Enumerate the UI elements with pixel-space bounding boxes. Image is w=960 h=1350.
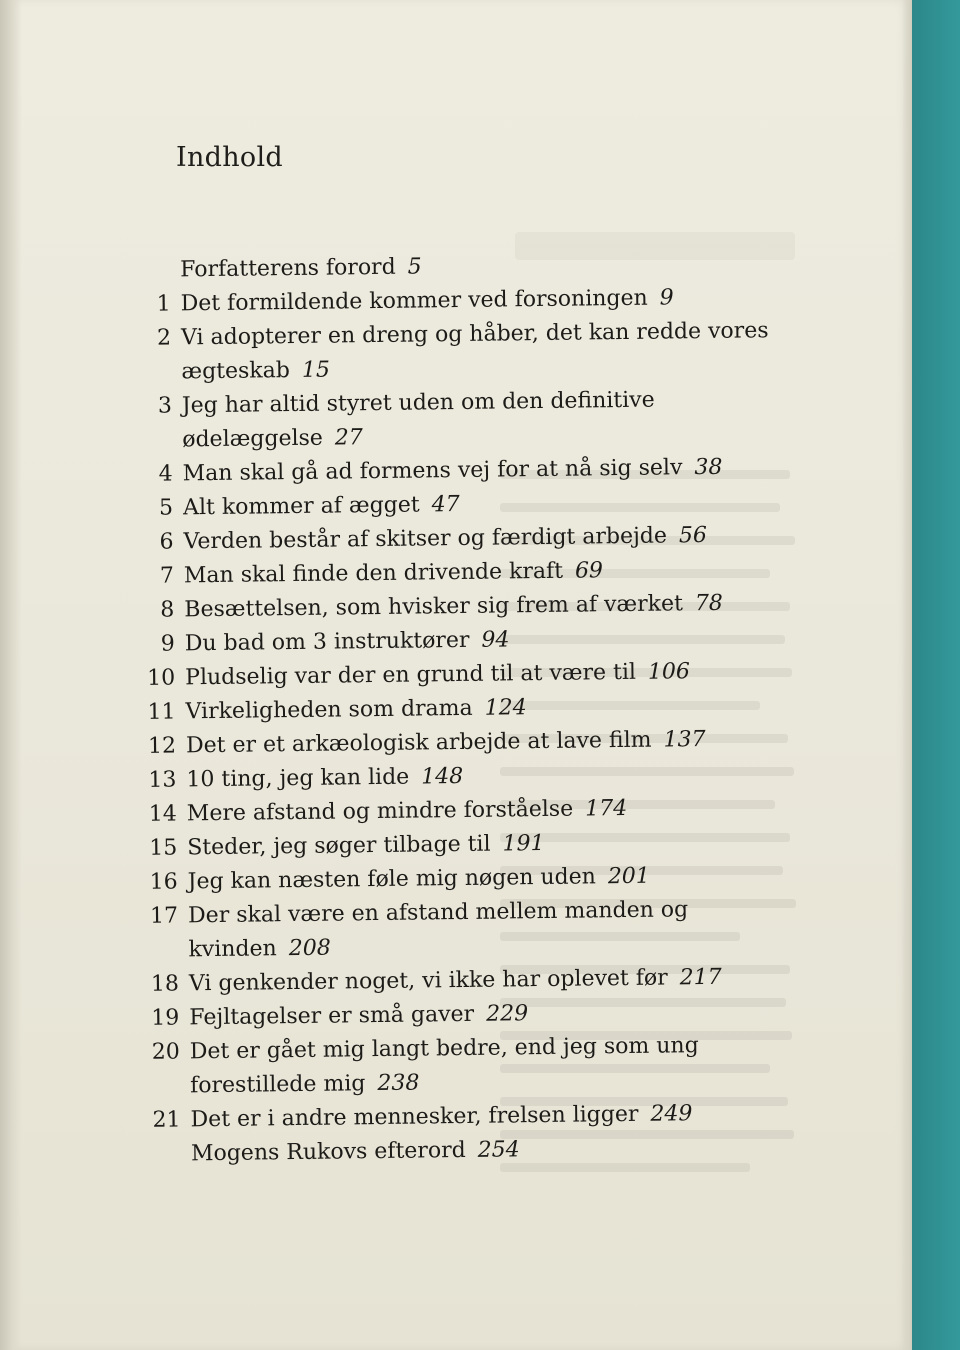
chapter-number: 4 (158, 461, 173, 487)
chapter-number: 2 (156, 325, 172, 351)
toc-entry (132, 382, 813, 458)
chapter-number: 15 (149, 835, 178, 861)
page-number: 254 (477, 1137, 520, 1163)
chapter-number: 1 (156, 291, 171, 317)
chapter-title: Jeg kan næsten føle mig nøgen uden (187, 864, 597, 895)
chapter-title: Pludselig var der en grund til at være til (185, 659, 637, 691)
chapter-title: Alt kommer af ægget (182, 492, 420, 521)
chapter-number: 7 (159, 563, 175, 589)
page-outer-edge (902, 0, 912, 1350)
chapter-title: Fejltagelser er små gaver (189, 1001, 475, 1031)
chapter-title: Det er et arkæologisk arbejde at lave film (185, 727, 652, 759)
page-number: 201 (607, 863, 651, 890)
page-number: 15 (301, 357, 331, 383)
chapter-number: 17 (149, 903, 179, 929)
chapter-title: Du bad om 3 instruktører (184, 627, 470, 657)
chapter-title: Det formildende kommer ved forsoningen (180, 285, 648, 317)
page-number: 106 (647, 659, 691, 685)
chapter-number: 18 (150, 971, 180, 997)
page-number: 9 (659, 285, 674, 311)
chapter-number: 14 (148, 801, 177, 827)
toc-entry (131, 314, 812, 390)
page-number: 217 (679, 964, 722, 991)
page-number: 94 (481, 627, 510, 653)
chapter-title: Det er gået mig langt bedre, end jeg som ung forestillede mig (189, 1033, 699, 1099)
chapter-title: Mere afstand og mindre forståelse (186, 796, 574, 827)
chapter-title: Vi adopterer en dreng og håber, det kan redde vores ægteskab (180, 318, 769, 385)
chapter-number: 3 (157, 393, 173, 419)
chapter-title: Man skal gå ad formens vej for at nå sig selv (182, 455, 683, 487)
chapter-title: Besættelsen, som hvisker sig frem af værket (184, 591, 684, 623)
page-number: 191 (502, 830, 545, 857)
page-number: 249 (650, 1101, 693, 1127)
chapter-title: Mogens Rukovs efterord (190, 1137, 466, 1167)
toc-entry (138, 892, 819, 968)
chapter-title: Forfatterens forord (180, 254, 396, 283)
page-number: 5 (407, 254, 422, 280)
page-title: Indhold (176, 142, 284, 173)
chapter-number: 13 (148, 767, 177, 793)
page-number: 238 (377, 1070, 420, 1097)
page-gutter-edge (0, 0, 22, 1350)
page-number: 124 (484, 695, 527, 721)
page-number: 208 (288, 935, 331, 962)
chapter-title: Steder, jeg søger tilbage til (187, 831, 491, 861)
page-number: 229 (485, 1001, 529, 1027)
chapter-number: 5 (158, 495, 174, 521)
chapter-title: Verden består af skitser og færdigt arbejde (183, 523, 668, 555)
toc-entry (140, 1028, 821, 1104)
chapter-number: 20 (151, 1039, 180, 1065)
page-number: 38 (694, 454, 723, 481)
chapter-number: 16 (149, 869, 178, 895)
chapter-number: 19 (151, 1005, 180, 1031)
chapter-title: 10 ting, jeg kan lide (186, 764, 410, 793)
chapter-title: Jeg har altid styret uden om den definitive ødelæggelse (181, 387, 655, 453)
page-number: 27 (334, 425, 364, 451)
chapter-number: 11 (147, 699, 176, 725)
chapter-number: 10 (147, 665, 176, 691)
chapter-title: Det er i andre mennesker, frelsen ligger (190, 1101, 639, 1133)
chapter-title: Vi genkender noget, vi ikke har oplevet før (188, 965, 668, 997)
page-number: 137 (663, 727, 706, 753)
page-number: 148 (421, 763, 464, 790)
chapter-number: 6 (159, 529, 174, 555)
table-of-contents (130, 246, 821, 1172)
chapter-title: Virkeligheden som drama (185, 695, 473, 725)
chapter-number: 9 (160, 631, 175, 657)
chapter-number: 21 (152, 1107, 181, 1133)
chapter-title: Man skal finde den drivende kraft (183, 558, 564, 589)
page-number: 174 (585, 795, 628, 822)
chapter-number: 12 (147, 733, 177, 759)
page-number: 78 (694, 590, 724, 617)
page-number: 69 (574, 558, 604, 584)
page-number: 56 (678, 522, 708, 549)
chapter-title: Der skal være en afstand mellem manden og kvinden (187, 897, 689, 963)
page-number: 47 (431, 491, 460, 518)
chapter-number: 8 (160, 597, 175, 623)
